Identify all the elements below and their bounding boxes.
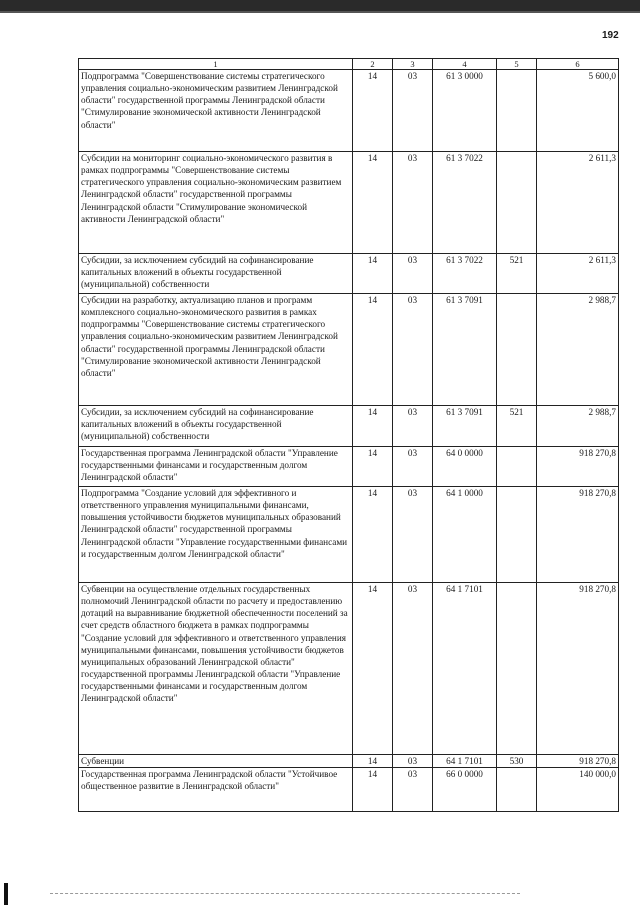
row-name: Государственная программа Ленинградской области "Устойчивое общественное развитие в Ленинградской области" — [79, 768, 353, 812]
table-row — [79, 755, 619, 768]
cell-subsection: 03 — [393, 70, 433, 152]
cell-section: 14 — [353, 70, 393, 152]
cell-subsection: 03 — [393, 487, 433, 583]
table-row — [79, 70, 619, 152]
cell-target-code: 61 3 7091 — [433, 294, 497, 406]
cell-amount: 2 611,3 — [537, 152, 619, 254]
cell-amount: 140 000,0 — [537, 768, 619, 812]
table-row — [79, 447, 619, 487]
cell-expense-type — [497, 447, 537, 487]
column-header: 3 — [393, 59, 433, 70]
cell-amount: 918 270,8 — [537, 447, 619, 487]
cell-section: 14 — [353, 768, 393, 812]
cell-section: 14 — [353, 583, 393, 755]
cell-amount: 918 270,8 — [537, 583, 619, 755]
budget-table — [78, 58, 619, 812]
row-name: Подпрограмма "Создание условий для эффективного и ответственного управления муниципальными финансами, повышения устойчивости бюджетов муниципальных образований Ленинградской области" государственной программы Ленинградской области "Управление государственными финансами и государственным долгом Ленинградской области" — [79, 487, 353, 583]
row-name: Субсидии, за исключением субсидий на софинансирование капитальных вложений в объекты государственной (муниципальной) собственности — [79, 406, 353, 447]
cell-amount: 2 611,3 — [537, 254, 619, 294]
row-name: Субвенции на осуществление отдельных государственных полномочий Ленинградской области по расчету и предоставлению дотаций на выравнивание бюджетной обеспеченности поселений за счет средств областного бюджета в рамках подпрограммы "Создание условий для эффективного и ответственного управления муниципальными финансами, повышения устойчивости бюджетов муниципальных образований Ленинградской области" государственной программы Ленинградской области "Управление государственными финансами и государственным долгом Ленинградской области" — [79, 583, 353, 755]
cell-subsection: 03 — [393, 254, 433, 294]
cell-target-code: 61 3 7022 — [433, 254, 497, 294]
column-header: 6 — [537, 59, 619, 70]
cell-target-code: 64 1 7101 — [433, 755, 497, 768]
top-border-rule — [0, 0, 640, 13]
cell-section: 14 — [353, 487, 393, 583]
table-row — [79, 768, 619, 812]
table-row — [79, 406, 619, 447]
cell-target-code: 61 3 7091 — [433, 406, 497, 447]
cell-target-code: 64 0 0000 — [433, 447, 497, 487]
cell-amount: 918 270,8 — [537, 755, 619, 768]
cell-expense-type: 521 — [497, 406, 537, 447]
table-row — [79, 487, 619, 583]
cell-subsection: 03 — [393, 406, 433, 447]
row-name: Подпрограмма "Совершенствование системы стратегического управления социально-экономическим развитием Ленинградской области" государственной программы Ленинградской области "Стимулирование экономической активности Ленинградской области" — [79, 70, 353, 152]
cell-expense-type — [497, 768, 537, 812]
cell-section: 14 — [353, 294, 393, 406]
cell-expense-type: 521 — [497, 254, 537, 294]
cell-subsection: 03 — [393, 583, 433, 755]
cell-amount: 5 600,0 — [537, 70, 619, 152]
column-header: 4 — [433, 59, 497, 70]
cell-expense-type — [497, 583, 537, 755]
cell-expense-type — [497, 487, 537, 583]
row-name: Субвенции — [79, 755, 353, 768]
table-header-row — [79, 59, 619, 70]
cell-section: 14 — [353, 254, 393, 294]
row-name: Субсидии, за исключением субсидий на софинансирование капитальных вложений в объекты государственной (муниципальной) собственности — [79, 254, 353, 294]
column-header: 5 — [497, 59, 537, 70]
table-row — [79, 583, 619, 755]
cell-subsection: 03 — [393, 294, 433, 406]
table-row — [79, 294, 619, 406]
cell-target-code: 64 1 7101 — [433, 583, 497, 755]
cell-expense-type — [497, 294, 537, 406]
cell-expense-type — [497, 70, 537, 152]
cell-amount: 918 270,8 — [537, 487, 619, 583]
cell-target-code: 61 3 7022 — [433, 152, 497, 254]
cell-amount: 2 988,7 — [537, 406, 619, 447]
row-name: Государственная программа Ленинградской области "Управление государственными финансами и государственным долгом Ленинградской области" — [79, 447, 353, 487]
cell-amount: 2 988,7 — [537, 294, 619, 406]
cell-subsection: 03 — [393, 447, 433, 487]
table-row — [79, 254, 619, 294]
column-header: 2 — [353, 59, 393, 70]
cell-expense-type — [497, 152, 537, 254]
scan-artifact-line — [50, 893, 520, 896]
cell-section: 14 — [353, 152, 393, 254]
cell-target-code: 64 1 0000 — [433, 487, 497, 583]
page-number: 192 — [602, 30, 619, 41]
row-name: Субсидии на разработку, актуализацию планов и программ комплексного социально-экономического развития в рамках подпрограммы "Совершенствование системы стратегического управления социально-экономическим развитием Ленинградской области" государственной программы Ленинградской области "Стимулирование экономической активности Ленинградской области" — [79, 294, 353, 406]
cell-section: 14 — [353, 755, 393, 768]
cell-section: 14 — [353, 447, 393, 487]
cell-subsection: 03 — [393, 768, 433, 812]
cell-section: 14 — [353, 406, 393, 447]
cell-target-code: 61 3 0000 — [433, 70, 497, 152]
scan-edge-mark — [4, 883, 8, 905]
cell-expense-type: 530 — [497, 755, 537, 768]
row-name: Субсидии на мониторинг социально-экономического развития в рамках подпрограммы "Совершенствование системы стратегического управления социально-экономическим развитием Ленинградской области" государственной программы Ленинградской области "Стимулирование экономической активности Ленинградской области" — [79, 152, 353, 254]
cell-subsection: 03 — [393, 755, 433, 768]
cell-target-code: 66 0 0000 — [433, 768, 497, 812]
table-row — [79, 152, 619, 254]
cell-subsection: 03 — [393, 152, 433, 254]
column-header: 1 — [79, 59, 353, 70]
